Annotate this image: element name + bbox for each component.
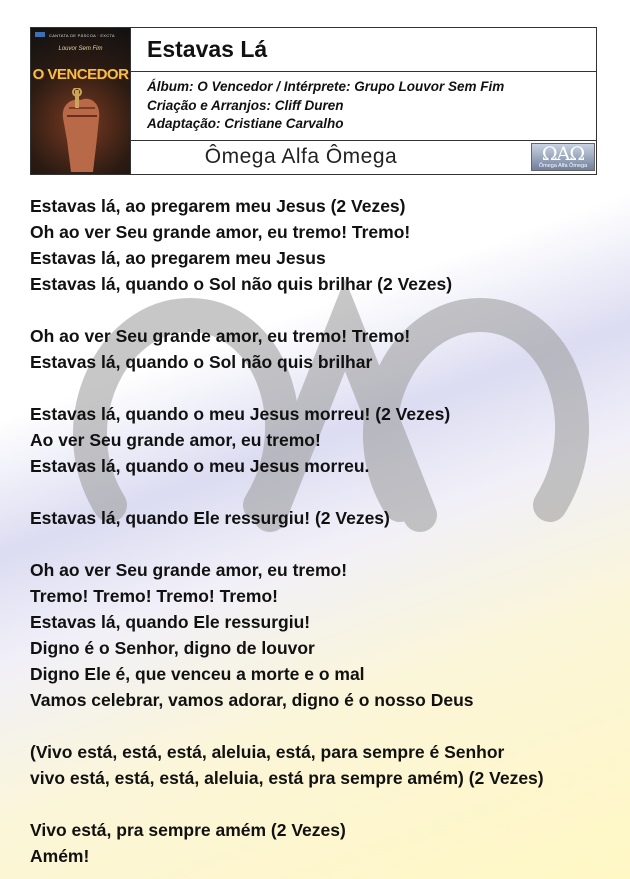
lyric-line: Tremo! Tremo! Tremo! Tremo! <box>30 586 278 606</box>
credit-adaptation: Adaptação: Cristiane Carvalho <box>147 116 344 131</box>
label-logo <box>35 32 45 37</box>
stanza-break <box>30 791 620 817</box>
band-logo <box>531 143 595 171</box>
lyric-line: Oh ao ver Seu grande amor, eu tremo! Tremo! <box>30 326 411 346</box>
header-rule <box>131 71 597 72</box>
stanza-break <box>30 531 620 557</box>
song-credits <box>147 78 504 134</box>
lyric-line: Estavas lá, ao pregarem meu Jesus (2 Vezes) <box>30 196 406 216</box>
stanza-break <box>30 297 620 323</box>
cover-top-text: CANTATA DE PÁSCOA · EXCTA <box>49 33 115 38</box>
stanza-break <box>30 713 620 739</box>
lyric-line: Ao ver Seu grande amor, eu tremo! <box>30 430 321 450</box>
lyric-line: Estavas lá, quando Ele ressurgiu! <box>30 612 311 632</box>
lyric-line: Estavas lá, quando o meu Jesus morreu! (2 Vezes) <box>30 404 451 424</box>
lyric-line: Oh ao ver Seu grande amor, eu tremo! Tremo! <box>30 222 411 242</box>
cover-title: O VENCEDOR <box>32 66 129 83</box>
cover-band: Louvor Sem Fim <box>58 46 103 52</box>
band-logo-caption: Ômega Alfa Ômega <box>538 163 588 169</box>
lyrics <box>30 193 620 869</box>
fist-icon <box>53 88 109 172</box>
lyric-line: Estavas lá, quando o Sol não quis brilhar <box>30 352 373 372</box>
band-logo-glyphs: ΩΑΩ <box>541 143 585 165</box>
header-rule <box>131 140 597 141</box>
song-header <box>30 27 597 175</box>
lyric-line: Amém! <box>30 846 90 866</box>
stanza-break <box>30 479 620 505</box>
credit-album: Álbum: O Vencedor / Intérprete: Grupo Louvor Sem Fim <box>147 79 505 94</box>
lyric-line: (Vivo está, está, está, aleluia, está, para sempre é Senhor <box>30 742 505 762</box>
band-name: Ômega Alfa Ômega <box>204 145 398 168</box>
lyric-line: Digno é o Senhor, digno de louvor <box>30 638 315 658</box>
credit-arrangement: Criação e Arranjos: Cliff Duren <box>147 97 344 113</box>
lyric-line: Estavas lá, ao pregarem meu Jesus <box>30 248 326 268</box>
lyric-line: vivo está, está, está, aleluia, está pra sempre amém) (2 Vezes) <box>30 768 544 788</box>
stanza-break <box>30 375 620 401</box>
lyric-line: Estavas lá, quando Ele ressurgiu! (2 Vezes) <box>30 508 390 528</box>
lyric-line: Estavas lá, quando o Sol não quis brilhar (2 Vezes) <box>30 274 453 294</box>
lyric-line: Estavas lá, quando o meu Jesus morreu. <box>30 456 370 476</box>
song-title: Estavas Lá <box>147 36 268 62</box>
album-cover <box>31 28 130 174</box>
lyric-line: Oh ao ver Seu grande amor, eu tremo! <box>30 560 348 580</box>
lyric-line: Digno Ele é, que venceu a morte e o mal <box>30 664 365 684</box>
lyric-line: Vivo está, pra sempre amém (2 Vezes) <box>30 820 346 840</box>
lyric-line: Vamos celebrar, vamos adorar, digno é o nosso Deus <box>30 690 474 710</box>
